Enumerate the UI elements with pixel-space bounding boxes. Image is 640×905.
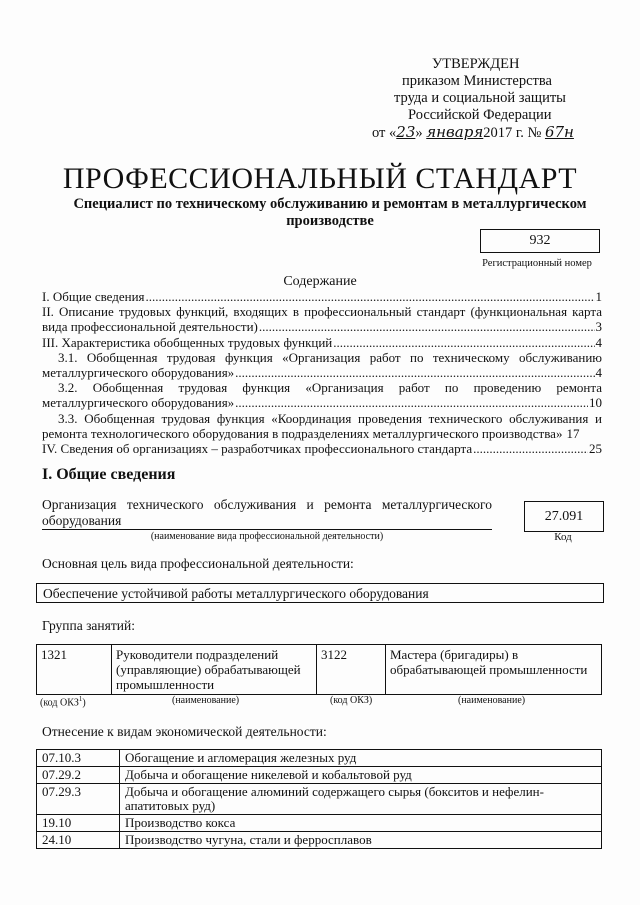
document-title: ПРОФЕССИОНАЛЬНЫЙ СТАНДАРТ: [62, 162, 578, 195]
document-subtitle: [60, 196, 600, 230]
section-heading: I. Общие сведения: [42, 466, 176, 483]
toc-item[interactable]: II. Описание трудовых функций, входящих в профессиональный стандарт (функциональная карта: [42, 304, 602, 320]
approval-ministry-line: труда и социальной защиты: [394, 90, 566, 106]
occupation-group-label: Группа занятий:: [42, 618, 135, 633]
date-month-handwritten: января: [426, 123, 484, 141]
occupation-group-table: [36, 644, 602, 695]
okved-name-cell: Производство кокса: [120, 815, 602, 832]
okz-name-caption: (наименование): [458, 695, 526, 706]
toc-subitem[interactable]: 3.1. Обобщенная трудовая функция «Организация работ по техническому обслуживанию: [58, 349, 602, 365]
registration-number-label: Регистрационный номер: [482, 258, 592, 269]
approval-ministry-line: приказом Министерства: [402, 73, 552, 89]
table-row: [37, 750, 602, 767]
okved-name-cell: Обогащение и агломерация железных руд: [120, 750, 602, 767]
toc-subitem[interactable]: 3.2. Обобщенная трудовая функция «Организация работ по проведению ремонта: [58, 380, 602, 396]
okz-name-cell: Руководители подразделений (управляющие) обрабатывающей промышленности: [112, 645, 317, 695]
okz-code-cell: 1321: [37, 645, 112, 695]
activity-caption: (наименование вида профессиональной деятельности): [150, 531, 384, 542]
okved-code-cell: 07.29.3: [37, 784, 120, 815]
toc-subitem-continuation[interactable]: металлургического оборудования» ..... 4: [42, 365, 602, 380]
approval-heading: УТВЕРЖДЕН: [432, 56, 520, 72]
subtitle-line: производстве: [286, 213, 374, 229]
subtitle-line: Специалист по техническому обслуживанию и ремонтам в металлургическом: [73, 196, 587, 212]
table-row: [37, 767, 602, 784]
toc-subitem[interactable]: 3.3. Обобщенная трудовая функция «Координация проведения технического обслуживания и: [58, 410, 602, 426]
registration-number-box: 932: [480, 229, 600, 253]
table-row: [37, 832, 602, 849]
goal-label: Основная цель вида профессиональной деятельности:: [42, 556, 354, 571]
activity-underline: [42, 529, 492, 530]
okved-name-cell: Производство чугуна, стали и ферросплавов: [120, 832, 602, 849]
okved-code-cell: 07.10.3: [37, 750, 120, 767]
toc-item[interactable]: III. Характеристика обобщенных трудовых функций ..... 4: [42, 335, 602, 350]
toc-item[interactable]: IV. Сведения об организациях – разработчиках профессионального стандарта ..... 25: [42, 441, 602, 456]
okz-code-caption: (код ОКЗ$^1$): [40, 695, 86, 709]
okz-code-cell: 3122: [317, 645, 386, 695]
approval-block: [372, 56, 602, 142]
okved-label: Отнесение к видам экономической деятельности:: [42, 724, 327, 739]
date-year: 2017 г. №: [483, 125, 542, 141]
table-row: [37, 815, 602, 832]
date-prefix: от «: [372, 125, 397, 141]
goal-box: Обеспечение устойчивой работы металлургического оборудования: [36, 583, 604, 603]
activity-code-box: 27.091: [524, 501, 604, 532]
okved-table: [36, 749, 602, 849]
okz-name-caption: (наименование): [172, 695, 240, 706]
toc-item[interactable]: I. Общие сведения ..... 1: [42, 289, 602, 304]
toc-item-continuation[interactable]: вида профессиональной деятельности) ..... 3: [42, 319, 602, 334]
date-day-handwritten: 23: [396, 123, 416, 141]
toc-subitem-continuation[interactable]: металлургического оборудования» ..... 10: [42, 395, 602, 410]
okved-name-cell: Добыча и обогащение алюминий содержащего сырья (бокситов и нефелин-апатитовых руд): [120, 784, 602, 815]
okved-name-cell: Добыча и обогащение никелевой и кобальтовой руд: [120, 767, 602, 784]
activity-code-caption: Код: [554, 531, 572, 543]
toc-subitem-continuation[interactable]: ремонта технологического оборудования в подразделениях металлургического производства» 17: [42, 425, 580, 441]
activity-name: Организация технического обслуживания и ремонта металлургического: [42, 497, 492, 512]
table-row: [37, 784, 602, 815]
order-number-handwritten: 67н: [544, 123, 574, 141]
okved-code-cell: 07.29.2: [37, 767, 120, 784]
okved-code-cell: 24.10: [37, 832, 120, 849]
toc-heading: Содержание: [283, 274, 357, 289]
okved-code-cell: 19.10: [37, 815, 120, 832]
table-of-contents: [42, 289, 602, 456]
okz-name-cell: Мастера (бригадиры) в обрабатывающей промышленности: [386, 645, 602, 695]
okz-code-caption: (код ОКЗ): [330, 695, 373, 706]
table-row: [37, 645, 602, 695]
approval-ministry-line: Российской Федерации: [408, 107, 552, 123]
activity-name-continuation: оборудования: [42, 513, 122, 528]
approval-date-line: от «23» января2017 г. № 67н: [372, 123, 574, 141]
